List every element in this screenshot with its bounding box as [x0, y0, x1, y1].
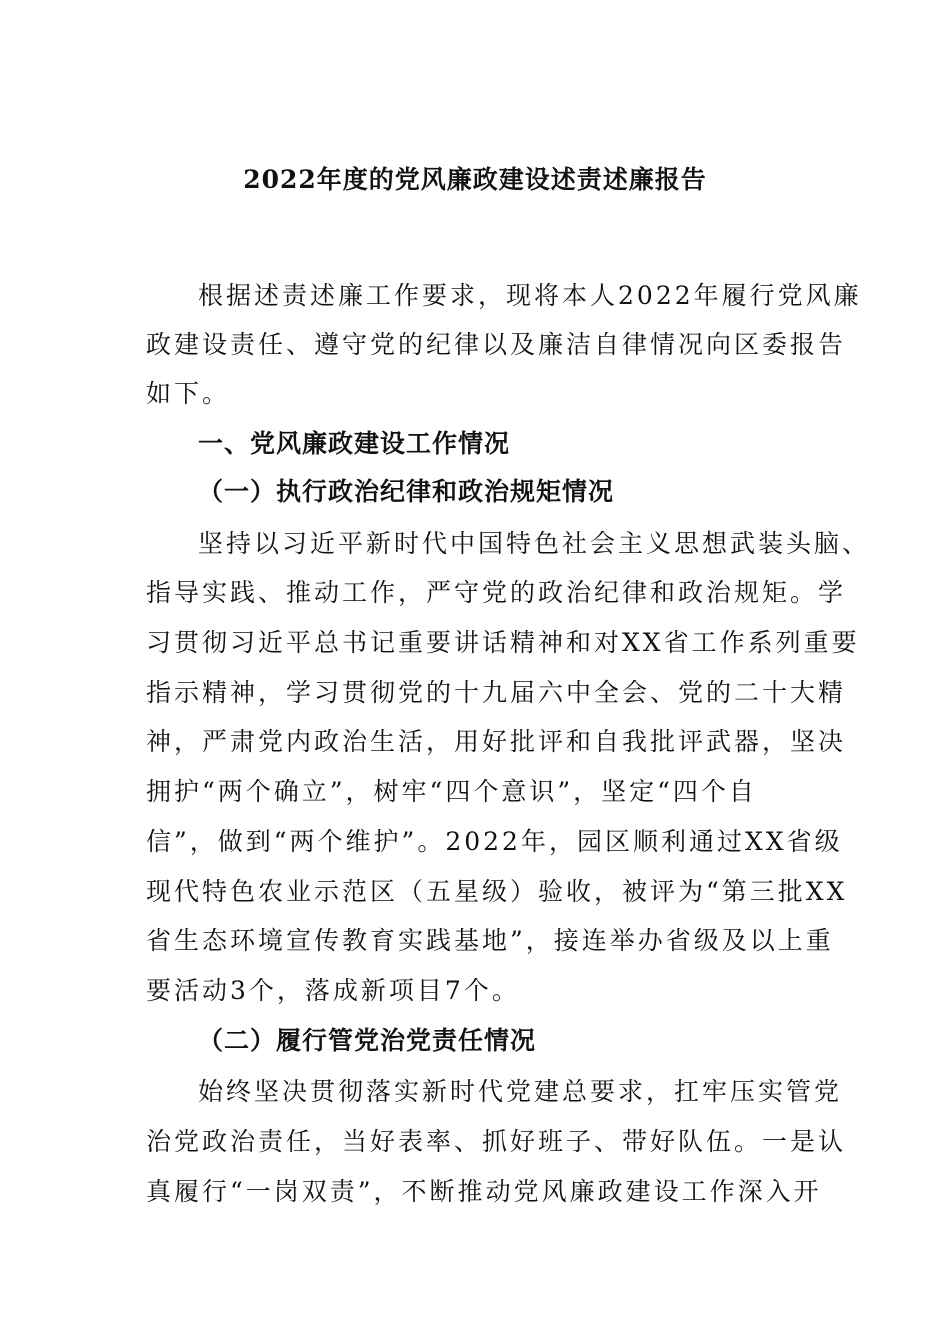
subsection-1-line-10: 要活动3个，落成新项目7个。 — [146, 976, 520, 1005]
section-1-heading: 一、党风廉政建设工作情况 — [198, 429, 511, 458]
subsection-2-heading: （二）履行管党治党责任情况 — [198, 1026, 537, 1055]
subsection-1-line-6: 拥护“两个确立”，树牢“四个意识”，坚定“四个自 — [146, 777, 757, 806]
subsection-1-line-4: 指示精神，学习贯彻党的十九届六中全会、党的二十大精 — [146, 678, 847, 707]
intro-line-2: 政建设责任、遵守党的纪律以及廉洁自律情况向区委报告 — [146, 330, 847, 359]
intro-line-1: 根据述责述廉工作要求，现将本人2022年履行党风廉 — [198, 281, 862, 310]
document-title: 2022年度的党风廉政建设述责述廉报告 — [243, 165, 707, 194]
subsection-1-line-3: 习贯彻习近平总书记重要讲话精神和对XX省工作系列重要 — [146, 628, 860, 657]
subsection-1-line-5: 神，严肃党内政治生活，用好批评和自我批评武器，坚决 — [146, 727, 847, 756]
subsection-2-line-3: 真履行“一岗双责”，不断推动党风廉政建设工作深入开 — [146, 1177, 822, 1206]
subsection-1-line-8: 现代特色农业示范区（五星级）验收，被评为“第三批XX — [146, 877, 848, 906]
subsection-1-line-9: 省生态环境宣传教育实践基地”，接连举办省级及以上重 — [146, 926, 834, 955]
subsection-1-line-1: 坚持以习近平新时代中国特色社会主义思想武装头脑、 — [198, 529, 871, 558]
subsection-2-line-2: 治党政治责任，当好表率、抓好班子、带好队伍。一是认 — [146, 1127, 847, 1156]
subsection-1-line-2: 指导实践、推动工作，严守党的政治纪律和政治规矩。学 — [146, 578, 847, 607]
subsection-2-line-1: 始终坚决贯彻落实新时代党建总要求，扛牢压实管党 — [198, 1077, 843, 1106]
intro-line-3: 如下。 — [146, 379, 231, 408]
subsection-1-heading: （一）执行政治纪律和政治规矩情况 — [198, 477, 615, 506]
subsection-1-line-7: 信”，做到“两个维护”。2022年，园区顺利通过XX省级 — [146, 827, 843, 856]
